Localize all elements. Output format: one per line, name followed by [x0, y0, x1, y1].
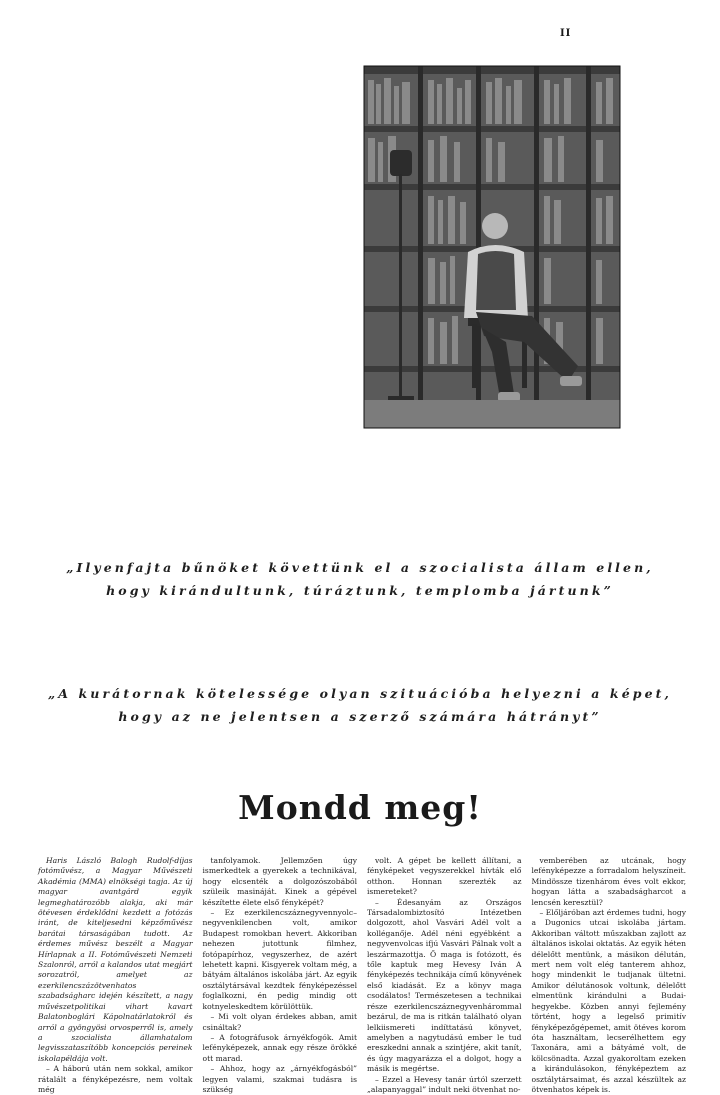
pull-quote-2: „A kurátornak kötelessége olyan szituációba helyezni a képet, hogy az ne jelentsen a szerző számára hátrányt” [48, 686, 672, 724]
article-body [38, 856, 686, 1094]
article-paragraph: – Előljáróban azt érdemes tudni, hogy a Dugonics utcai iskolába jártam. Akkoriban váltott műszakban zajlott az általános iskolai oktatás. Az egyik héten délelőtt mentünk, a másikon délután, mert nem volt elég tanterem ahhoz, hogy mindenkit le tudjanak ültetni. Amikor délutánosok voltunk, délelőtt elmentünk kirándulni a Budai-hegyekbe. Közben annyi fejlemény történt, hogy a legelső primitív fényképezőgépemet, amit ötéves korom óta használtam, lecserélhettem egy Taxonára, ami a bátyámé volt, de kölcsönadta. Azzal gyakoroltam ezeken a kirándulásokon, fényképeztem az osztálytársaimat, és azzal készültek az ötvenhatos képek is. [531, 908, 686, 1094]
portrait-photo-illustration [364, 66, 620, 428]
article-paragraph: – A fotográfusok árnyékfogók. Amit lefényképezek, annak egy része örökké ott marad. [202, 1032, 357, 1063]
article-column-4 [531, 856, 687, 1094]
article-paragraph: – Mi volt olyan érdekes abban, amit csináltak? [202, 1012, 357, 1032]
article-paragraph: – Ez ezerkilencszáznegyvennyolc–negyvenkilencben volt, amikor Budapest romokban hevert. Akkoriban nehezen jutottunk filmhez, fotópapírhoz, vegyszerhez, de azért lehetett kapni. Kisgyerek voltam még, a bátyám általános iskolába járt. Az egyik osztálytársával kezdtek fényképezéssel foglalkozni, én pedig mindig ott kotnyeleskedtem körülöttük. [202, 908, 357, 1011]
article-paragraph: – Ezzel a Hevesy tanár úrtól szerzett „alapanyaggal” indult neki ötvenhat no- [367, 1074, 522, 1094]
article-headline: Mondd meg! [238, 788, 482, 827]
article-paragraph: volt. A gépet be kellett állítani, a fényképeket vegyszerekkel hívták elő otthon. Honnan szerezték az ismereteket? [367, 856, 522, 897]
article-paragraph: tanfolyamok. Jellemzően úgy ismerkedtek a gyerekek a technikával, hogy elcsenték a dolgozószobából szüleik masináját. Kinek a gépével készítette élete első fényképét? [202, 856, 357, 907]
article-paragraph: – Ahhoz, hogy az „árnyékfogásból” legyen valami, szakmai tudásra is szükség [202, 1064, 357, 1094]
page-number: II [560, 28, 572, 39]
portrait-photo [364, 66, 620, 428]
pull-quote-1: „Ilyenfajta bűnöket követtünk el a szocialista állam ellen, hogy kirándultunk, túráztunk, templomba jártunk” [66, 560, 654, 598]
article-column-2 [202, 856, 358, 1094]
article-paragraph: vemberében az utcának, hogy lefényképezze a forradalom helyszíneit. Mindössze tizenhárom éves volt ekkor, hogyan látta a szabadságharcot a lencsén keresztül? [531, 856, 686, 907]
article-paragraph: Haris László Balogh Rudolf-díjas fotóművész, a Magyar Művészeti Akadémia (MMA) elnökségi tagja. Az új magyar avantgárd egyik legmeghatározóbb alakja, aki már ötévesen érdeklődni kezdett a fotózás iránt, de kiteljesedni képzőművész barátai társaságában tudott. Az érdemes művész beszélt a Magyar Hírlapnak a II. Fotóművészeti Nemzeti Szalonról, arról a kalandos utat megjárt sorozatról, amelyet az ezerkilencszázötvenhatos szabadságharc idején készített, a nagy művészetpolitikai vihart kavart Balatonboglári Kápolnatárlatokról és arról a gyöngyösi orvosperről is, amely a szocialista államhatalom legvisszataszítóbb koncepciós pereinek iskolapéldája volt. [38, 856, 193, 1063]
article-column-1 [38, 856, 193, 1094]
article-paragraph: – Édesanyám az Országos Társadalombiztosító Intézetben dolgozott, ahol Vasvári Adél volt a kolléganője. Adél néni egyébként a negyvenvolcas ifjú Vasvári Pálnak volt a leszármazottja. Ő maga is fotózott, és tőle kaptuk meg Hevesy Iván A fényképezés technikája című könyvének első kiadását. Ez a könyv maga csodálatos! Természetesen a technikai része ezerkilencszáznegyvenhárommal bezárul, de ma is ritkán található olyan lelkiismereti indíttatású könyvet, amelyben a nagytudású ember le tud ereszkedni annak a szintjére, akit tanít, és úgy magyarázza el a dolgot, hogy a másik is megértse. [367, 897, 522, 1074]
article-column-3 [367, 856, 522, 1094]
article-paragraph: – A háború után nem sokkal, amikor rátalált a fényképezésre, nem voltak még [38, 1064, 193, 1094]
